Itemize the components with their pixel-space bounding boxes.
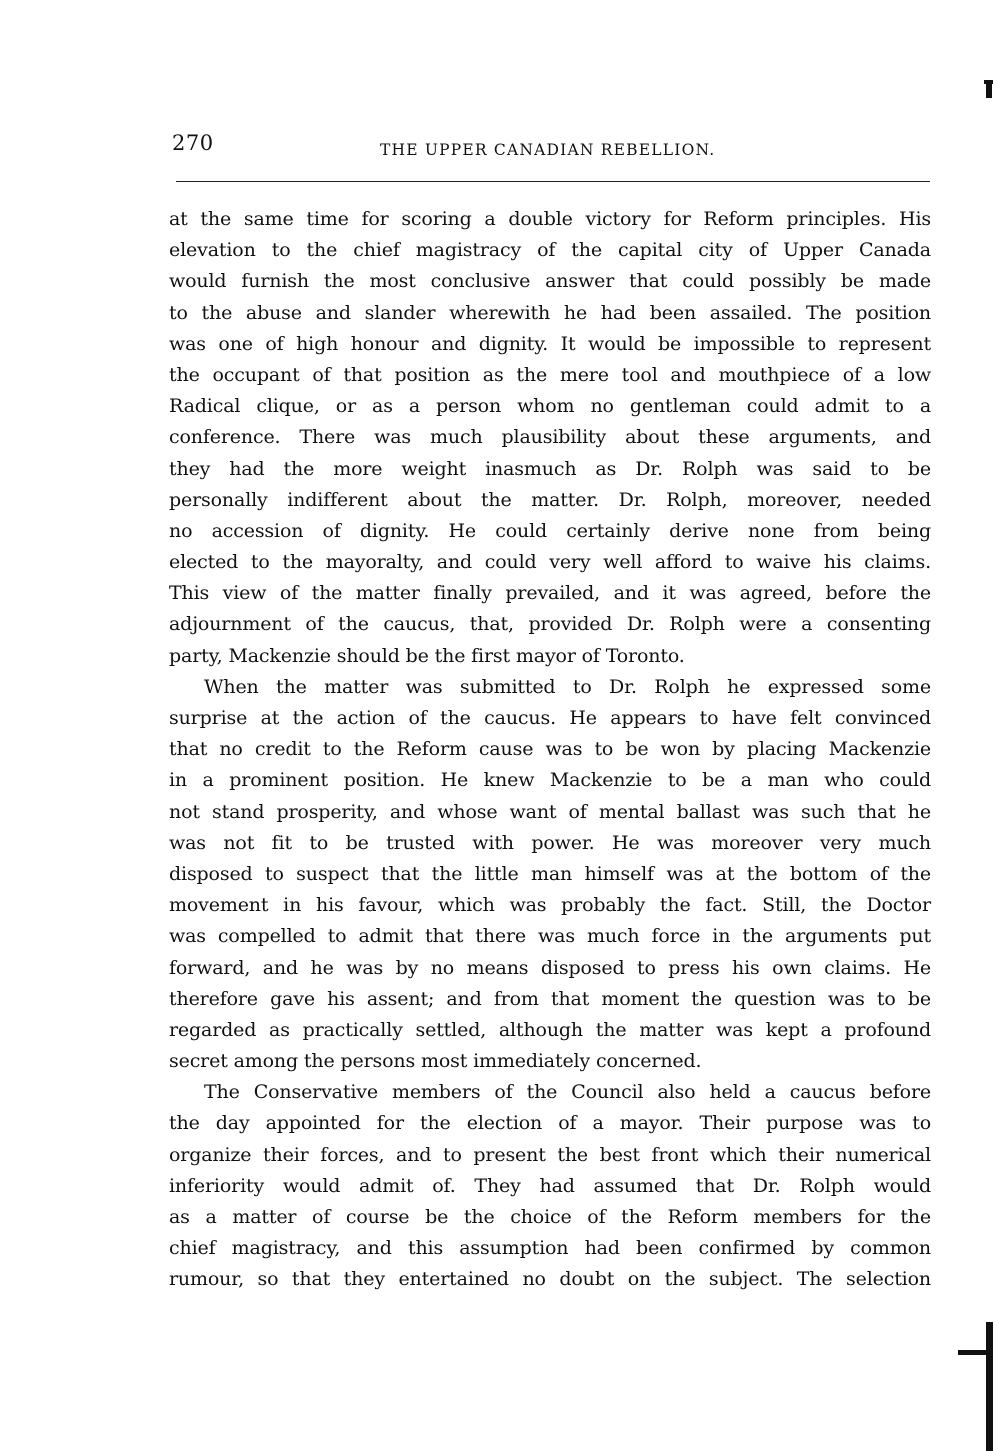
page-number: 270 [172, 131, 214, 155]
text-line: was one of high honour and dignity. It would be impossible to represent [169, 332, 931, 355]
text-line: was not fit to be trusted with power. He was moreover very much [169, 831, 931, 854]
text-line: chief magistracy, and this assumption had been confirmed by common [169, 1237, 931, 1260]
text-line: Radical clique, or as a person whom no gentleman could admit to a [169, 395, 931, 418]
text-line: the occupant of that position as the mere tool and mouthpiece of a low [169, 363, 931, 386]
text-line: at the same time for scoring a double victory for Reform principles. His [169, 208, 931, 230]
text-line: forward, and he was by no means disposed to press his own claims. He [169, 956, 931, 979]
text-line: to the abuse and slander wherewith he had been assailed. The position [169, 301, 931, 324]
text-line: in a prominent position. He knew Mackenzie to be a man who could [169, 769, 931, 792]
text-line: The Conservative members of the Council also held a caucus before [204, 1081, 931, 1104]
text-line: inferiority would admit of. They had assumed that Dr. Rolph would [169, 1174, 931, 1197]
text-line: movement in his favour, which was probably the fact. Still, the Doctor [169, 894, 931, 917]
text-line: elevation to the chief magistracy of the capital city of Upper Canada [169, 239, 931, 262]
text-line: organize their forces, and to present the best front which their numerical [169, 1143, 931, 1166]
paragraph [169, 1077, 931, 1295]
text-line: not stand prosperity, and whose want of mental ballast was such that he [169, 800, 931, 823]
text-line: no accession of dignity. He could certainly derive none from being [169, 519, 931, 542]
text-line: adjournment of the caucus, that, provided Dr. Rolph were a consenting [169, 613, 931, 636]
text-line: disposed to suspect that the little man himself was at the bottom of the [169, 862, 931, 885]
text-line: as a matter of course be the choice of the Reform members for the [169, 1206, 931, 1228]
scan-edge-mark-bottom [986, 1322, 993, 1451]
paragraph [169, 204, 931, 672]
text-line: elected to the mayoralty, and could very well afford to waive his claims. [169, 551, 931, 574]
body-text [169, 204, 931, 1296]
text-line: the day appointed for the election of a mayor. Their purpose was to [169, 1112, 931, 1135]
text-line: rumour, so that they entertained no doubt on the subject. The selection [169, 1268, 931, 1291]
text-line: When the matter was submitted to Dr. Rolph he expressed some [204, 675, 931, 698]
scan-edge-mark-top [986, 80, 992, 98]
paragraph [169, 672, 931, 1077]
text-line: conference. There was much plausibility about these arguments, and [169, 426, 931, 449]
text-line: that no credit to the Reform cause was to be won by placing Mackenzie [169, 738, 931, 761]
text-line: This view of the matter finally prevailed, and it was agreed, before the [169, 582, 931, 605]
header-rule [176, 181, 930, 182]
text-line: would furnish the most conclusive answer that could possibly be made [169, 270, 931, 293]
text-line: personally indifferent about the matter. Dr. Rolph, moreover, needed [169, 488, 931, 511]
text-line: surprise at the action of the caucus. He appears to have felt convinced [169, 707, 931, 729]
text-line: was compelled to admit that there was much force in the arguments put [169, 925, 931, 948]
text-line: secret among the persons most immediately concerned. [169, 1050, 702, 1073]
running-head: THE UPPER CANADIAN REBELLION. [380, 141, 716, 159]
text-line: party, Mackenzie should be the first mayor of Toronto. [169, 644, 685, 667]
text-line: regarded as practically settled, although the matter was kept a profound [169, 1018, 931, 1041]
text-line: therefore gave his assent; and from that moment the question was to be [169, 987, 931, 1010]
text-line: they had the more weight inasmuch as Dr. Rolph was said to be [169, 457, 931, 480]
